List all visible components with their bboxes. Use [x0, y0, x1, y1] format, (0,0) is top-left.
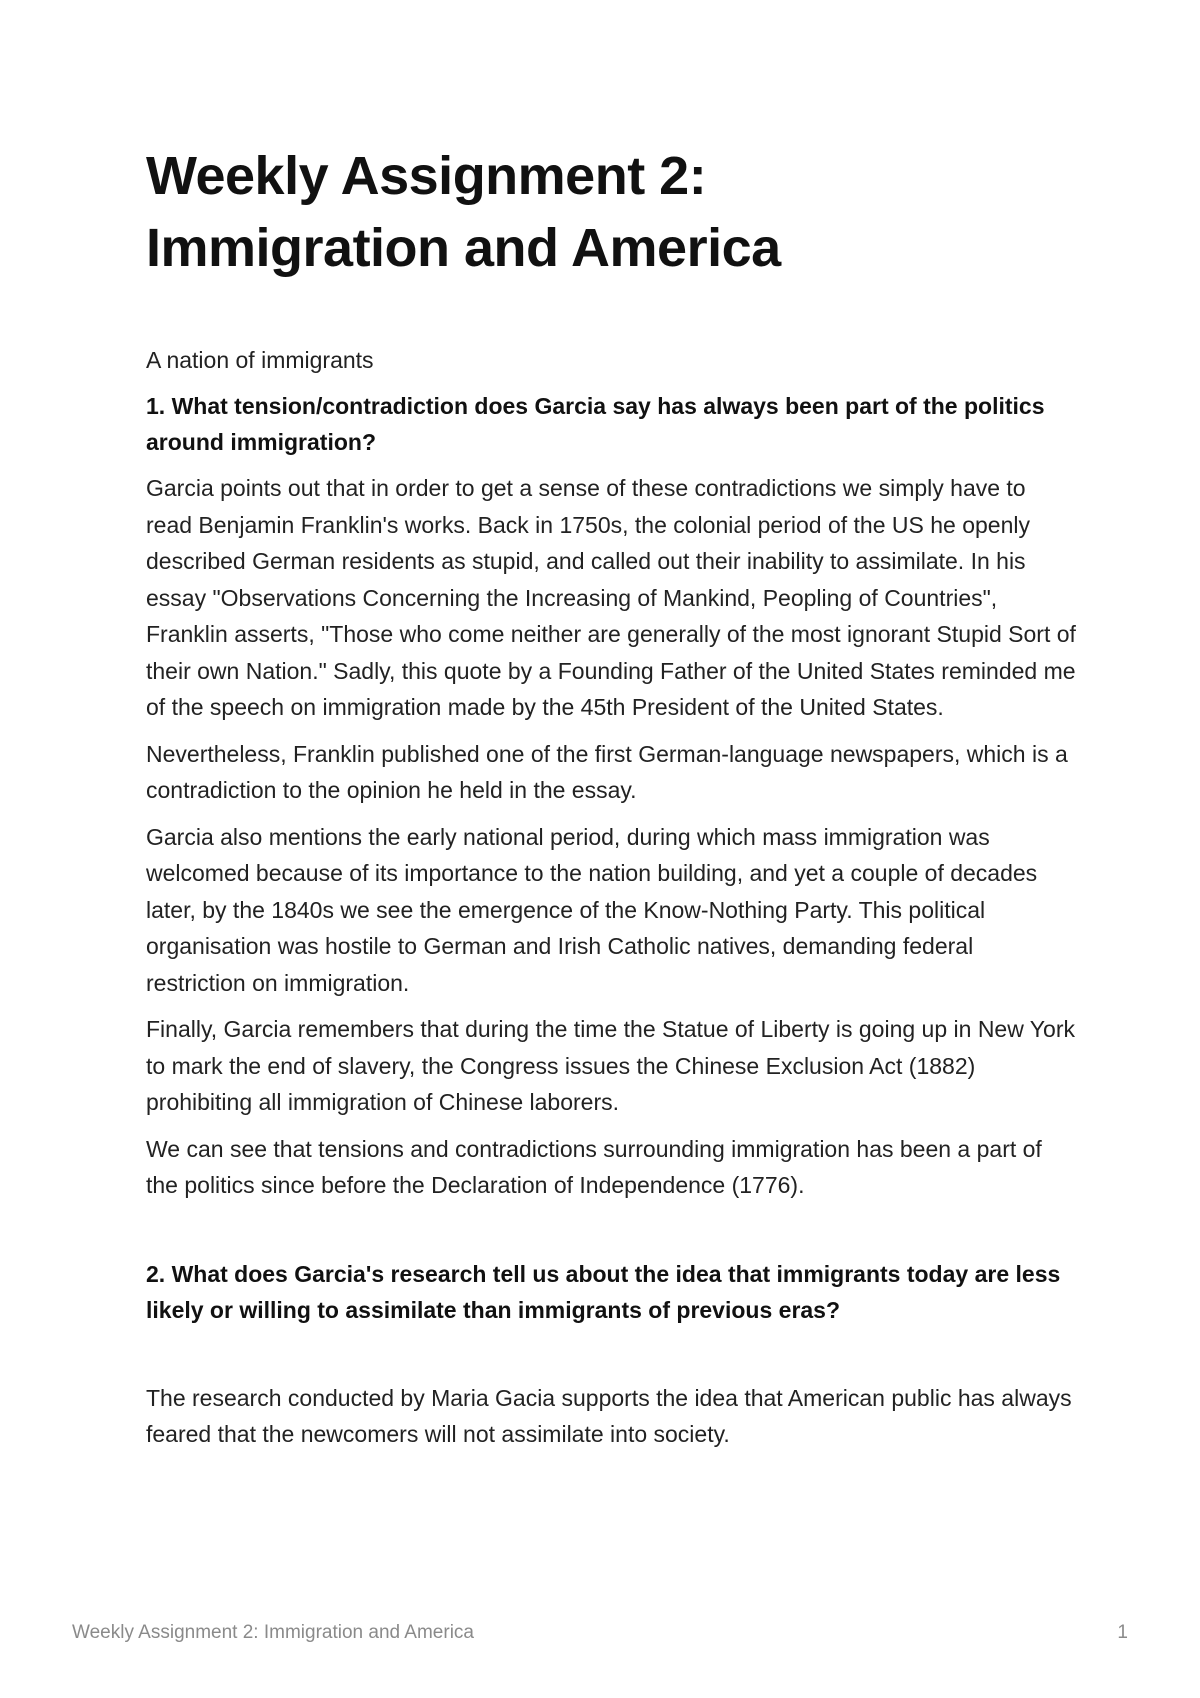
title-line-2: Immigration and America: [146, 218, 781, 278]
document-body: [146, 140, 1076, 1453]
question-1: 1. What tension/contradiction does Garcia say has always been part of the politics around immigration?: [146, 393, 1045, 455]
footer-running-title: Weekly Assignment 2: Immigration and America: [72, 1622, 474, 1643]
answer-1-paragraph-4: Finally, Garcia remembers that during the time the Statue of Liberty is going up in New York to mark the end of slavery, the Congress issues the Chinese Exclusion Act (1882) prohibiting all immigration of Chinese laborers.: [146, 1016, 1075, 1115]
title-line-1: Weekly Assignment 2:: [146, 146, 707, 206]
answer-1-paragraph-3: Garcia also mentions the early national period, during which mass immigration was welcomed because of its importance to the nation building, and yet a couple of decades later, by the 1840s we see the emergence of the Know-Nothing Party. This political organisation was hostile to German and Irish Catholic natives, demanding federal restriction on immigration.: [146, 823, 1038, 996]
document-title: [146, 140, 1076, 284]
answer-1-paragraph-1: Garcia points out that in order to get a sense of these contradictions we simply have to read Benjamin Franklin's works. Back in 1750s, the colonial period of the US he openly described German residents as stupid, and called out their inability to assimilate. In his essay "Observations Concerning the Increasing of Mankind, Peopling of Countries", Franklin asserts, "Those who come neither are generally of the most ignorant Stupid Sort of their own Nation." Sadly, this quote by a Founding Father of the United States reminded me of the speech on immigration made by the 45th President of the United States.: [146, 475, 1076, 720]
footer-page-number: 1: [1117, 1622, 1128, 1643]
answer-1-paragraph-5: We can see that tensions and contradictions surrounding immigration has been a part of the politics since before the Declaration of Independence (1776).: [146, 1135, 1042, 1198]
page-footer: [72, 1618, 1128, 1648]
section-subtitle: A nation of immigrants: [146, 347, 374, 373]
answer-1-paragraph-2: Nevertheless, Franklin published one of the first German-language newspapers, which is a contradiction to the opinion he held in the essay.: [146, 740, 1068, 803]
answer-2-paragraph-1: The research conducted by Maria Gacia supports the idea that American public has always feared that the newcomers will not assimilate into society.: [146, 1384, 1072, 1447]
question-2: 2. What does Garcia's research tell us about the idea that immigrants today are less likely or willing to assimilate than immigrants of previous eras?: [146, 1260, 1061, 1323]
